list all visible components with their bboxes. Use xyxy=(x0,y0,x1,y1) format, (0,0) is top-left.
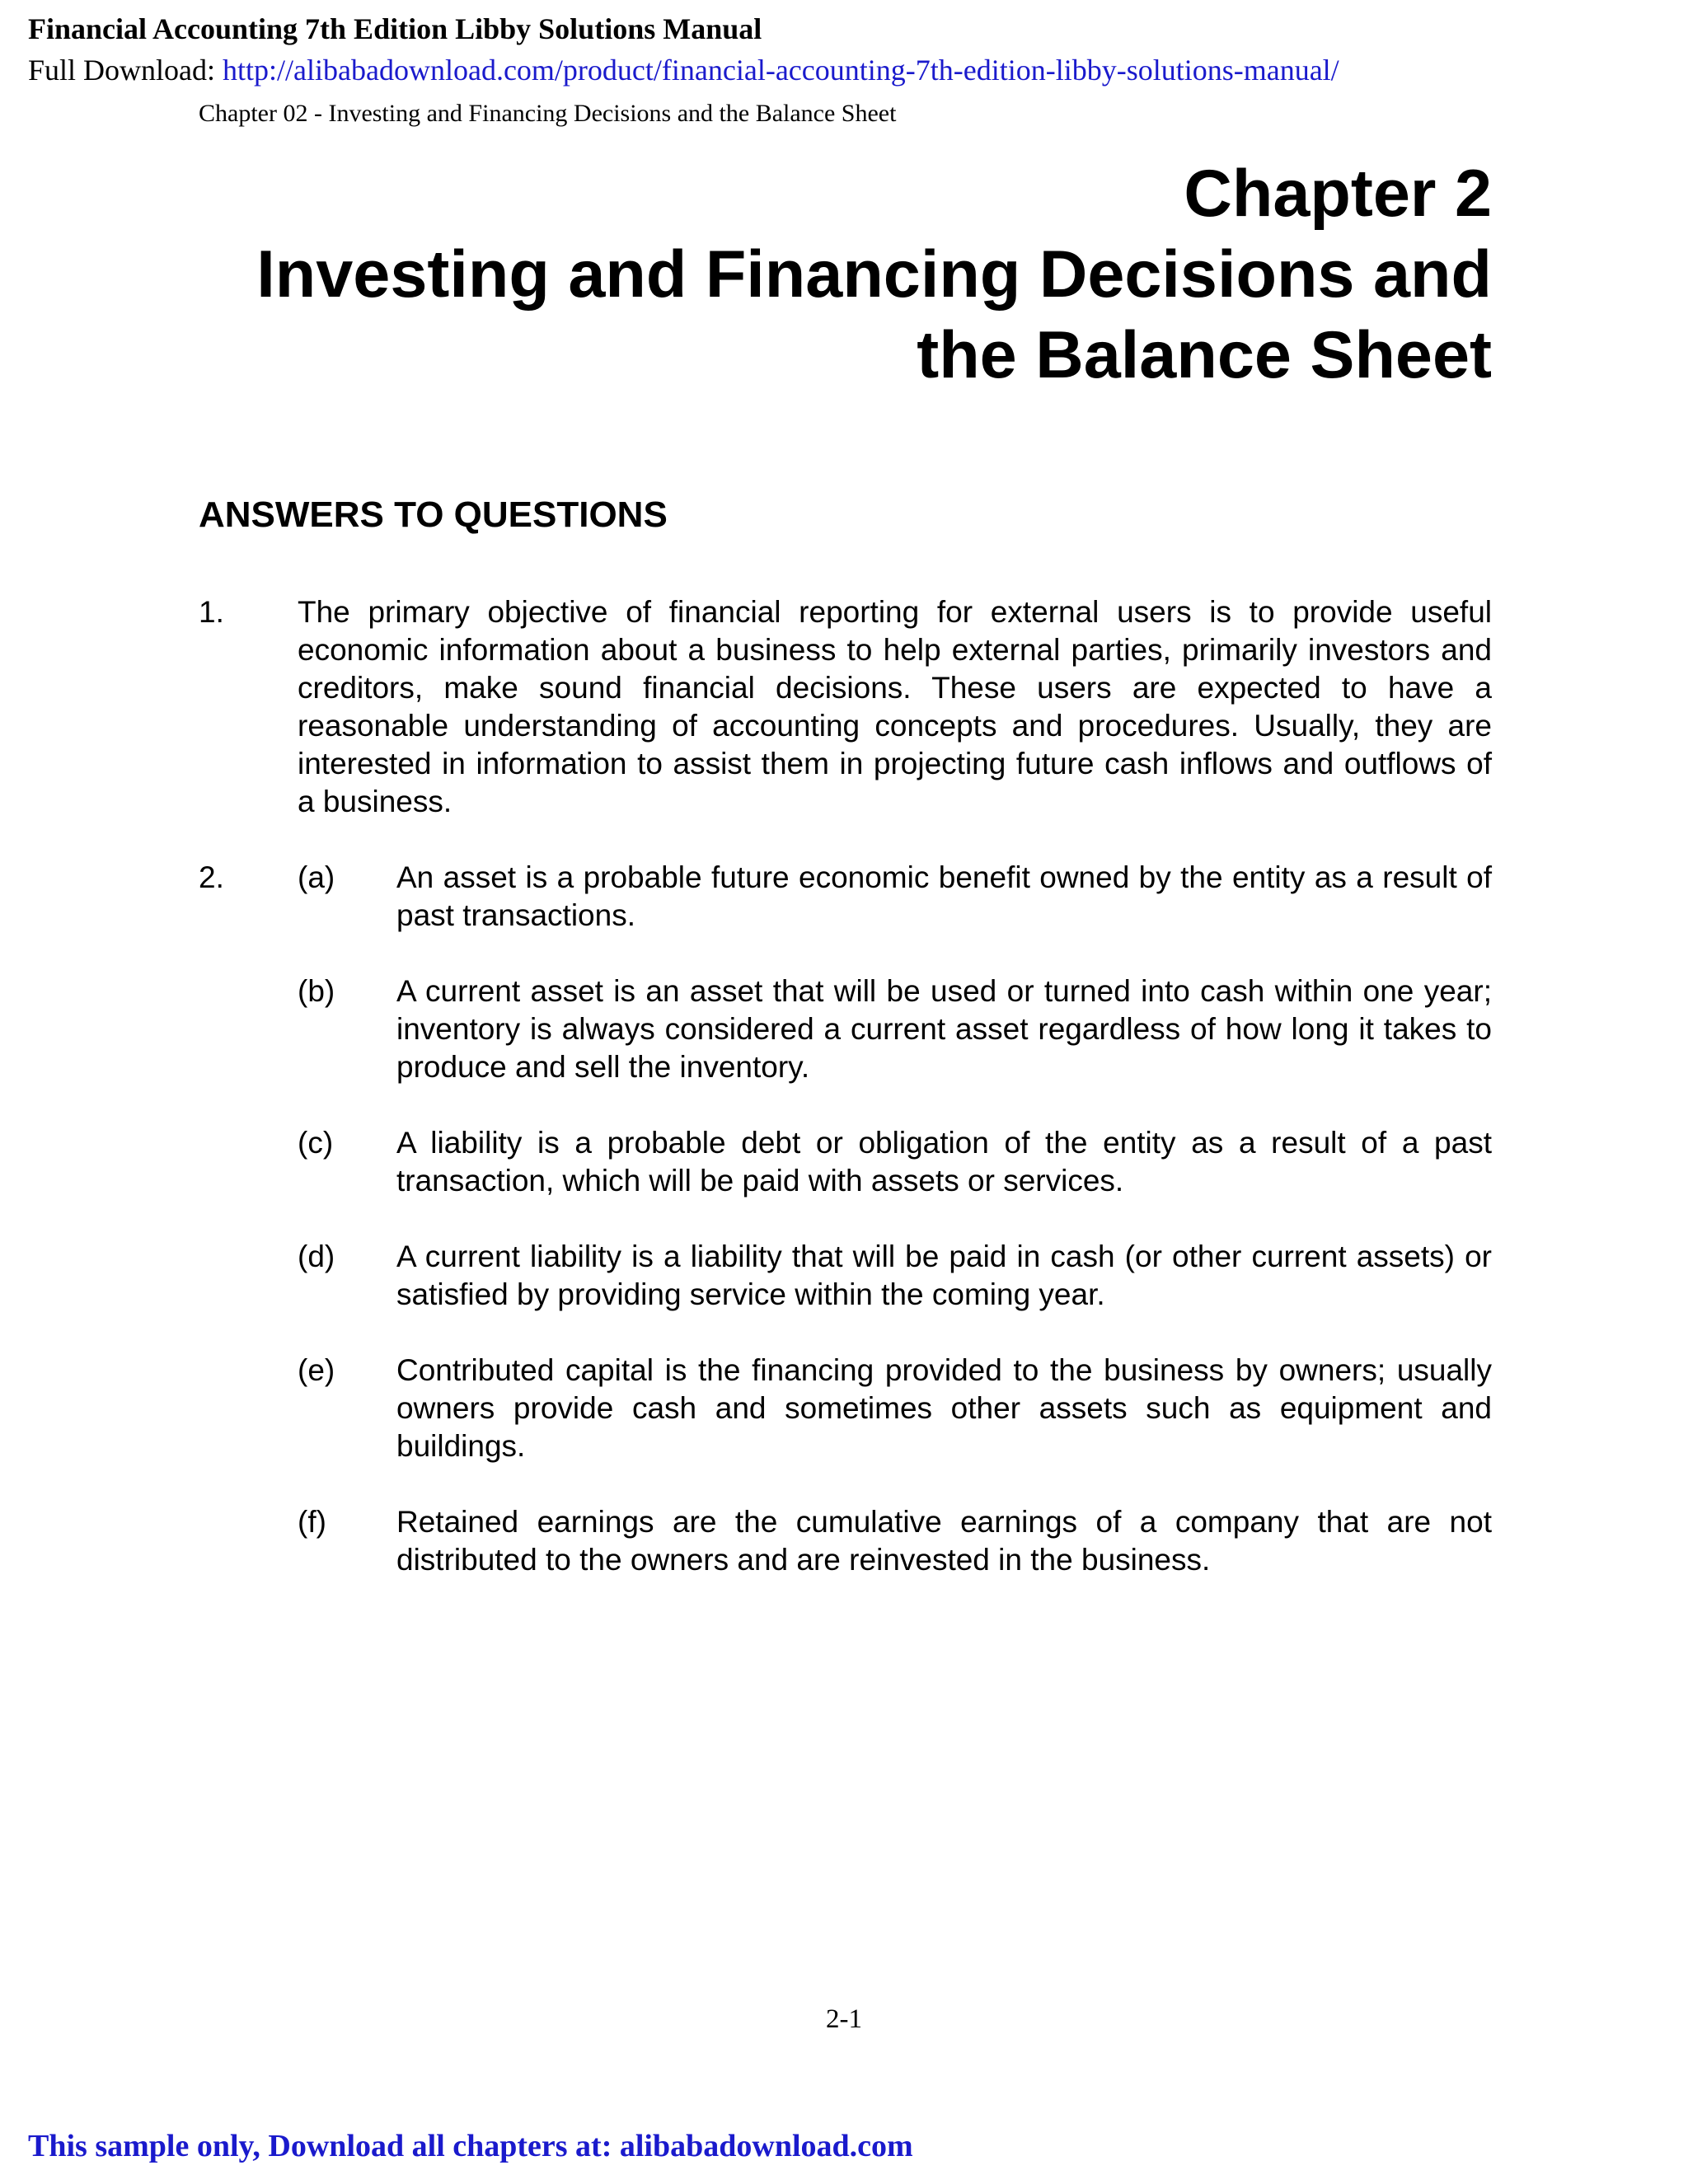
part-letter: (b) xyxy=(298,974,335,1008)
answer-part-f xyxy=(298,1503,1492,1579)
question-answer-text: The primary objective of financial reporting for external users is to provide useful economic information about a business to help external parties, primarily investors and creditors, make sound financial decisions. These users are expected to have a reasonable understanding of accounting concepts and procedures. Usually, they are interested in information to assist them in projecting future cash inflows and outflows of a business. xyxy=(298,595,1492,818)
part-text: A current asset is an asset that will be used or turned into cash within one year; inventory is always considered a current asset regardless of how long it takes to produce and sell the inventory. xyxy=(396,974,1492,1084)
chapter-title-line-2: Investing and Financing Decisions and xyxy=(256,237,1492,312)
question-1 xyxy=(199,593,1492,821)
page-number: 2-1 xyxy=(826,2004,862,2034)
section-heading: ANSWERS TO QUESTIONS xyxy=(199,494,668,535)
part-letter: (c) xyxy=(298,1126,334,1160)
answer-part-d xyxy=(298,1238,1492,1314)
question-2 xyxy=(199,859,1492,1617)
footer-promo[interactable]: This sample only, Download all chapters at: alibabadownload.com xyxy=(28,2129,913,2163)
chapter-title-line-3: the Balance Sheet xyxy=(917,318,1492,392)
part-letter: (a) xyxy=(298,860,335,894)
part-text: A liability is a probable debt or obligation of the entity as a result of a past transaction, which will be paid with assets or services. xyxy=(396,1126,1492,1197)
running-header: Chapter 02 - Investing and Financing Decisions and the Balance Sheet xyxy=(199,100,897,127)
part-text: Contributed capital is the financing provided to the business by owners; usually owners provide cash and sometimes other assets such as equipment and buildings. xyxy=(396,1353,1492,1463)
download-link[interactable]: http://alibabadownload.com/product/financial-accounting-7th-edition-libby-solutions-manual/ xyxy=(223,54,1339,87)
answer-part-a xyxy=(298,859,1492,935)
answer-part-e xyxy=(298,1352,1492,1465)
download-line xyxy=(28,53,1339,87)
download-label: Full Download: xyxy=(28,54,223,87)
promo-title: Financial Accounting 7th Edition Libby Solutions Manual xyxy=(28,12,762,45)
part-letter: (d) xyxy=(298,1240,335,1273)
question-number: 1. xyxy=(199,595,224,629)
chapter-title xyxy=(173,153,1492,396)
question-number: 2. xyxy=(199,860,224,894)
part-text: An asset is a probable future economic benefit owned by the entity as a result of past transactions. xyxy=(396,860,1492,932)
part-letter: (f) xyxy=(298,1505,326,1539)
part-letter: (e) xyxy=(298,1353,335,1387)
question-answer-parts xyxy=(298,859,1492,1617)
part-text: A current liability is a liability that will be paid in cash (or other current assets) or satisfied by providing service within the coming year. xyxy=(396,1240,1492,1311)
answer-part-c xyxy=(298,1124,1492,1200)
answers-list xyxy=(199,593,1492,1617)
answer-part-b xyxy=(298,972,1492,1086)
chapter-title-line-1: Chapter 2 xyxy=(1184,157,1492,231)
part-text: Retained earnings are the cumulative earnings of a company that are not distributed to the owners and are reinvested in the business. xyxy=(396,1505,1492,1577)
